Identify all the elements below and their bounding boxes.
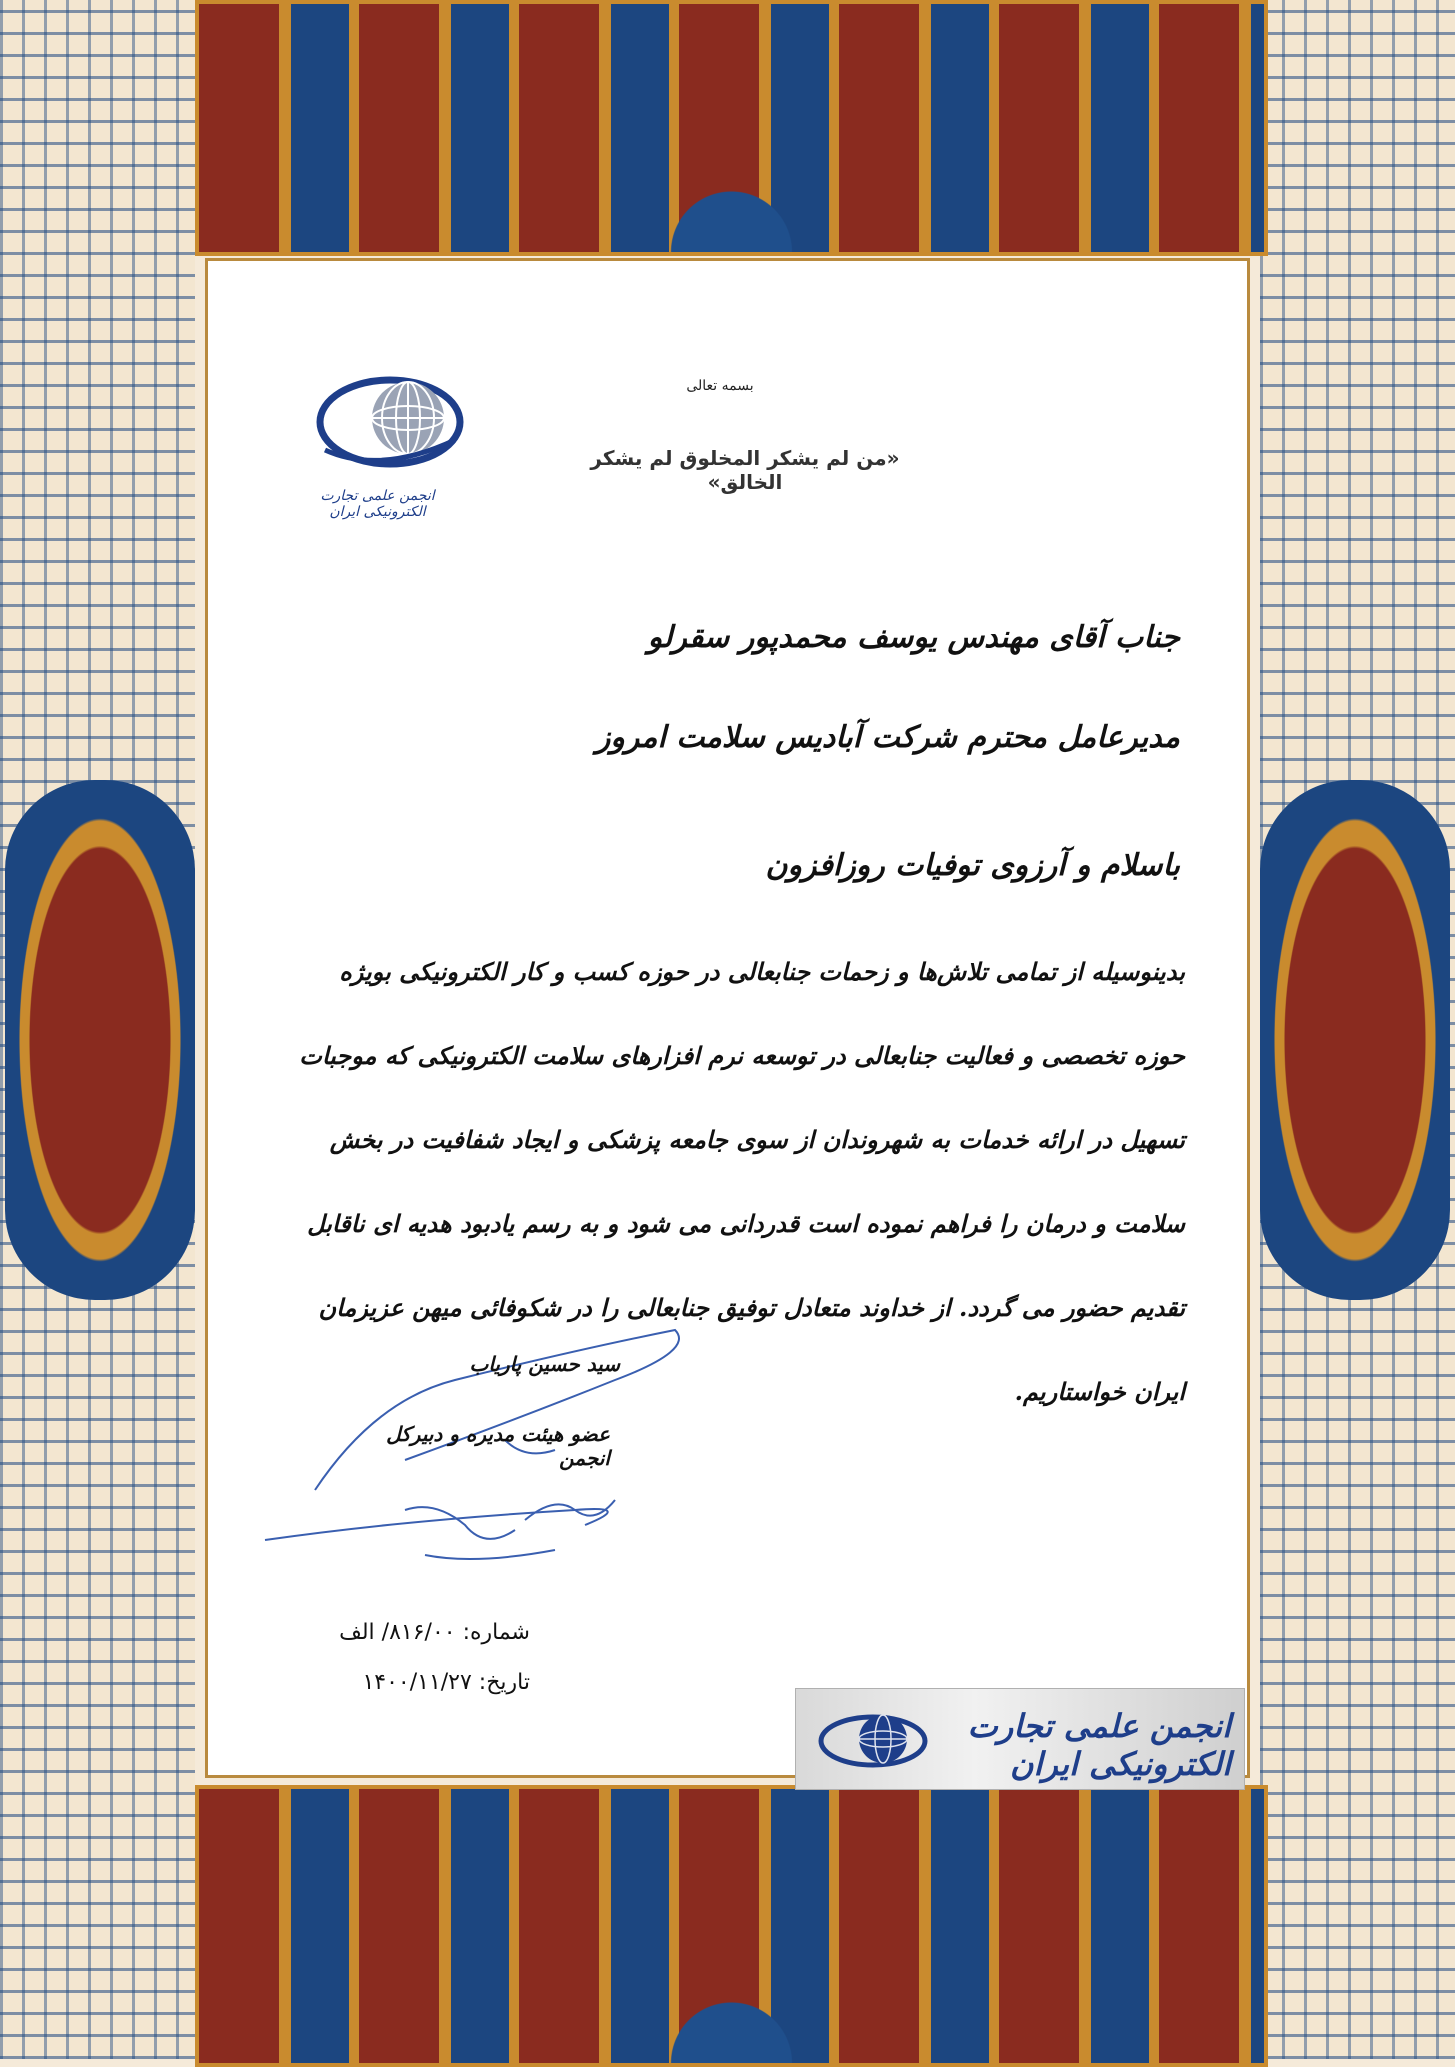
signatory-title: عضو هیئت مدیره و دبیرکل انجمن [386,1422,610,1470]
letter-date: تاریخ: ۱۴۰۰/۱۱/۲۷ [362,1670,530,1695]
stamp-label: انجمن علمی تجارت الکترونیکی ایران [967,1707,1231,1783]
greeting-line: باسلام و آرزوی توفیات روزافزون [765,848,1180,883]
recipient-position: مدیرعامل محترم شرکت آبادیس سلامت امروز [595,720,1180,755]
ornament-medallion-left [5,780,195,1300]
globe-icon [290,370,465,490]
appreciation-paragraph: بدینوسیله از تمامی تلاش‌ها و زحمات جنابعالی در حوزه کسب و کار الکترونیکی بویژه حوزه تخصصی و فعالیت جنابعالی در توسعه نرم افزارهای سلامت الکترونیکی که موجبات تسهیل در ارائه خدمات به شهروندان از سوی جامعه پزشکی و ایجاد شفافیت در بخش سلامت و درمان را فراهم نموده است قدردانی می شود و به رسم یادبود هدیه ای ناقابل تقدیم حضور می گردد. از خداوند متعادل توفیق جنابعالی را در شکوفائی میهن عزیزمان ایران خواستاریم. [299,957,1185,1406]
ornamental-border-top [195,0,1268,256]
hadith-quote: «من لم يشكر المخلوق لم يشكر الخالق» [590,446,900,494]
ornamental-border-bottom [195,1785,1268,2067]
globe-icon [811,1701,931,1779]
ornament-medallion-right [1260,780,1450,1300]
signatory-name: سید حسین پاریاب [469,1352,620,1376]
association-logo [290,370,465,520]
addressee-line: جناب آقای مهندس یوسف محمدپور سقرلو [647,620,1180,655]
letter-number: شماره: ۸۱۶/۰۰/ الف [339,1620,530,1645]
bism-heading: بسمه تعالی [686,378,754,394]
association-stamp [795,1688,1245,1790]
logo-caption: انجمن علمی تجارت الکترونیکی ایران [320,488,435,520]
